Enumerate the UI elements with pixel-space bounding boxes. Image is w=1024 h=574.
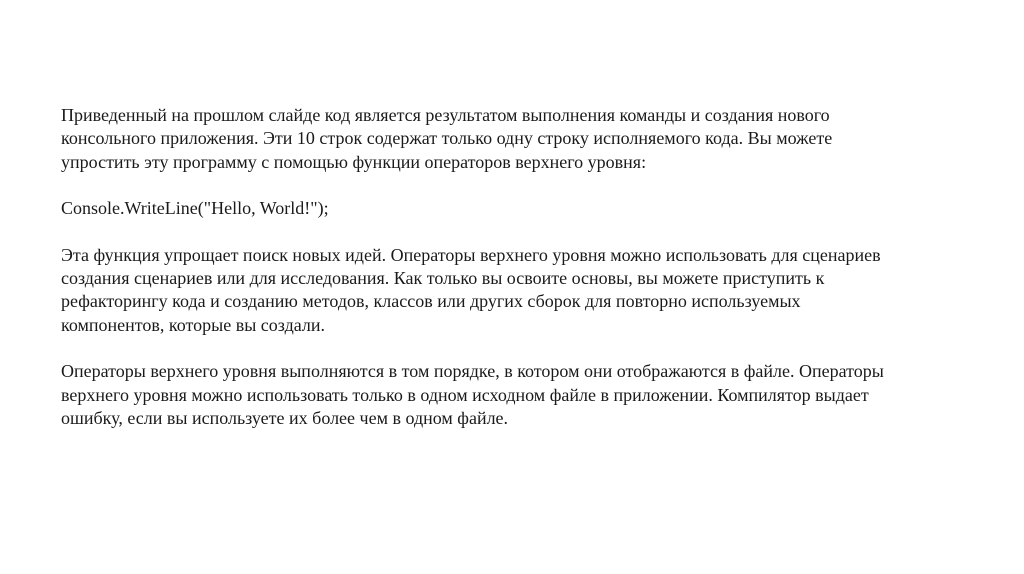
text-line: рефакторингу кода и созданию методов, классов или других сборок для повторно используемых [61,291,801,312]
paragraph-intro [61,104,961,174]
paragraph-benefits [61,244,961,337]
text-line: Приведенный на прошлом слайде код является результатом выполнения команды и создания нового [61,105,830,125]
text-line: Эта функция упрощает поиск новых идей. Операторы верхнего уровня можно использовать для сценариев [61,244,881,265]
text-line: компонентов, которые вы создали. [61,314,325,335]
slide-text-body [61,104,961,430]
text-line: ошибку, если вы используете их более чем в одном файле. [61,407,509,428]
text-line: консольного приложения. Эти 10 строк содержат только одну строку исполняемого кода. Вы можете [61,128,833,149]
text-line: верхнего уровня можно использовать только в одном исходном файле в приложении. Компилятор выдает [61,384,869,405]
text-line: создания сценариев или для исследования. Как только вы освоите основы, вы можете приступить к [61,268,825,289]
paragraph-code-example [61,197,961,220]
text-line: Операторы верхнего уровня выполняются в том порядке, в котором они отображаются в файле. Операторы [61,361,884,382]
paragraph-rules [61,360,961,430]
code-line: Console.WriteLine("Hello, World!"); [61,198,329,219]
text-line: упростить эту программу с помощью функции операторов верхнего уровня: [61,151,647,172]
